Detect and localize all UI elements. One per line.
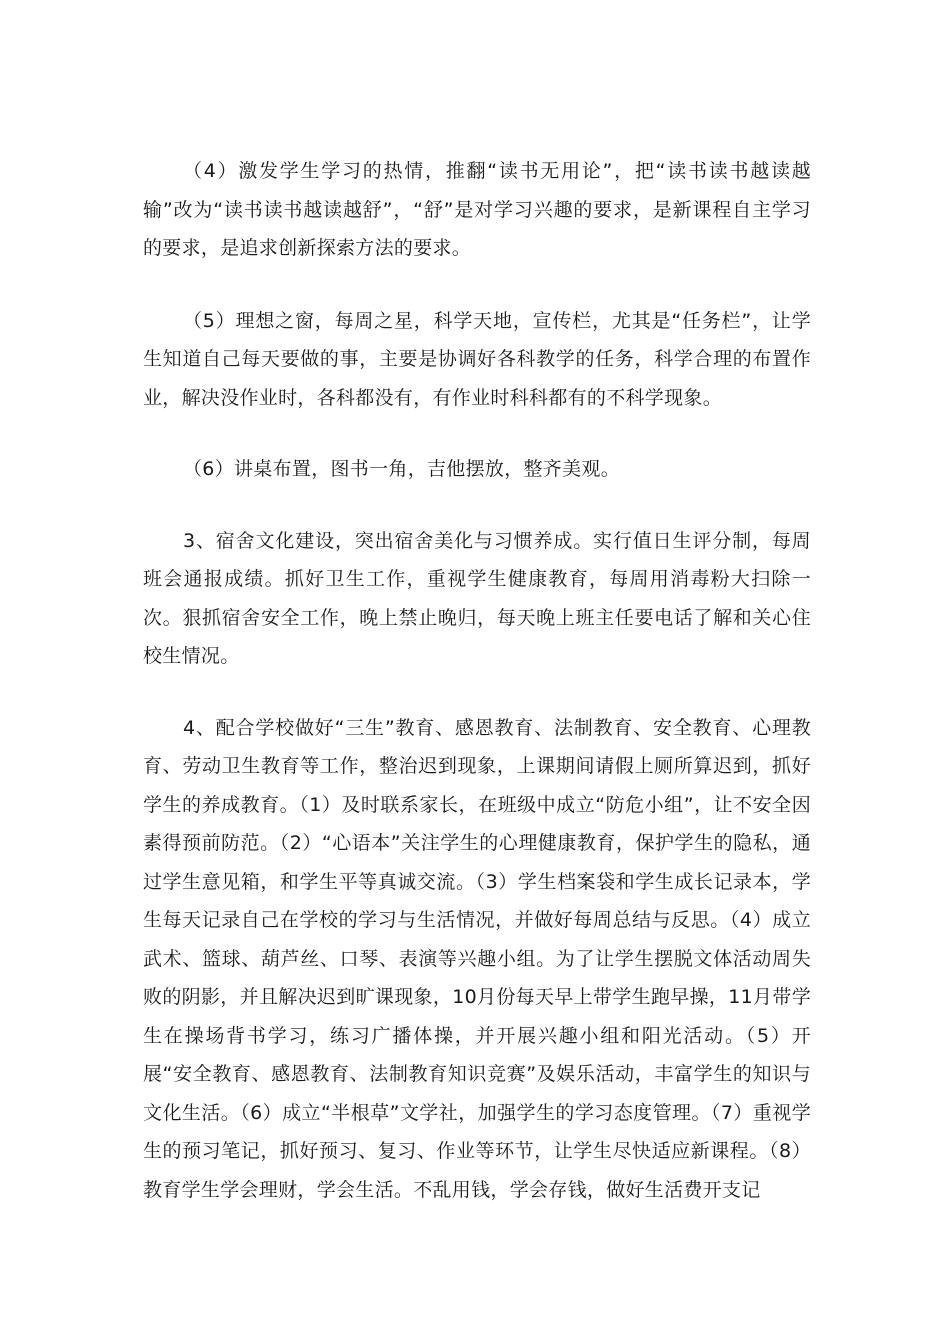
paragraph-task-board: （5）理想之窗，每周之星，科学天地，宣传栏，尤其是“任务栏”，让学生知道自己每天要做的事，主要是协调好各科教学的任务，科学合理的布置作业，解决没作业时，各科都没有，有作业时科科都有的不科学现象。 xyxy=(143,309,811,409)
paragraph-school-education: 4、配合学校做好“三生”教育、感恩教育、法制教育、安全教育、心理教育、劳动卫生教育等工作，整治迟到现象，上课期间请假上厕所算迟到，抓好学生的养成教育。（1）及时联系家长，在班级中成立“防危小组”，让不安全因素得预前防范。（2）“心语本”关注学生的心理健康教育，保护学生的隐私，通过学生意见箱，和学生平等真诚交流。（3）学生档案袋和学生成长记录本，学生每天记录自己在学校的学习与生活情况，并做好每周总结与反思。（4）成立武术、篮球、葫芦丝、口琴、表演等兴趣小组。为了让学生摆脱文体活动周失败的阴影，并且解决迟到旷课现象，10月份每天早上带学生跑早操，11月带学生在操场背书学习，练习广播体操，并开展兴趣小组和阳光活动。（5）开展“安全教育、感恩教育、法制教育知识竞赛”及娱乐活动，丰富学生的知识与文化生活。（6）成立“半根草”文学社，加强学生的学习态度管理。（7）重视学生的预习笔记，抓好预习、复习、作业等环节，让学生尽快适应新课程。（8）教育学生学会理财，学会生活。不乱用钱，学会存钱，做好生活费开支记 xyxy=(143,716,811,1201)
paragraph-desk-layout: （6）讲桌布置，图书一角，吉他摆放，整齐美观。 xyxy=(183,458,620,480)
paragraph-interest-in-reading: （4）激发学生学习的热情，推翻“读书无用论”，把“读书读书越读越输”改为“读书读书越读越舒”，“舒”是对学习兴趣的要求，是新课程自主学习的要求，是追求创新探索方法的要求。 xyxy=(143,160,811,259)
paragraph-dormitory-culture: 3、宿舍文化建设，突出宿舍美化与习惯养成。实行值日生评分制，每周班会通报成绩。抓好卫生工作，重视学生健康教育，每周用消毒粉大扫除一次。狠抓宿舍安全工作，晚上禁止晚归，每天晚上班主任要电话了解和关心住校生情况。 xyxy=(143,529,811,667)
document-body xyxy=(143,152,811,1209)
